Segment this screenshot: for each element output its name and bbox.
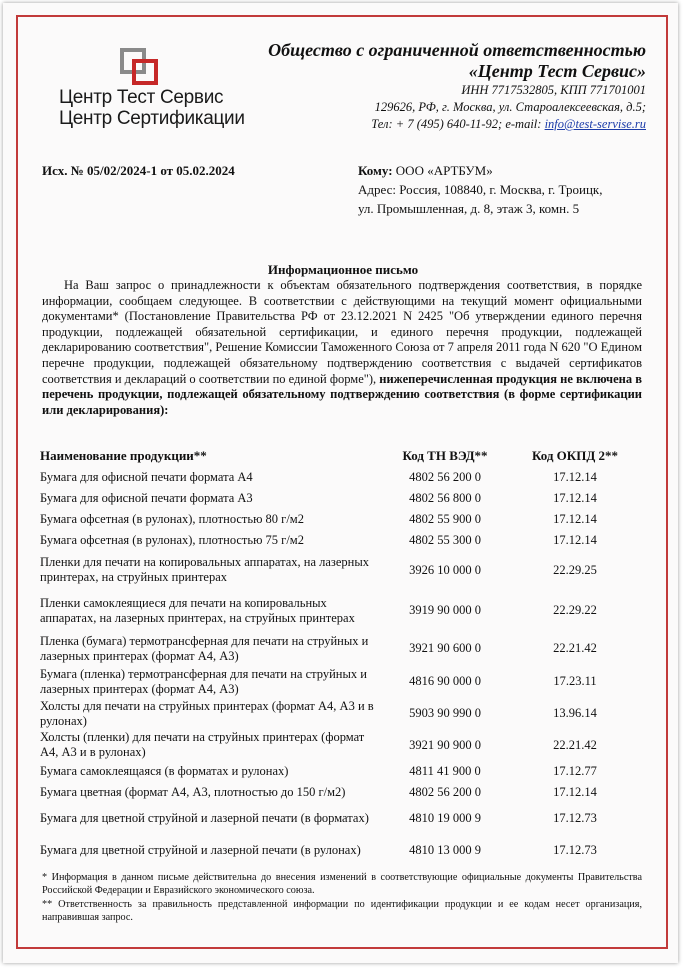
organization-header: [268, 40, 646, 133]
recipient-label: Кому:: [358, 163, 393, 178]
logo-text-line1: Центр Тест Сервис: [59, 87, 224, 108]
tn-ved-cell: 4810 19 000 9: [409, 810, 481, 825]
org-inn-kpp: ИНН 7717532805, КПП 771701001: [461, 83, 646, 97]
table-header-row: [40, 448, 640, 467]
logo-text-line2: Центр Сертификации: [59, 108, 245, 129]
table-row: [40, 833, 640, 868]
recipient-block: [358, 161, 602, 218]
org-name-line2: «Центр Тест Сервис»: [468, 61, 646, 81]
okpd-cell: 17.12.73: [553, 843, 597, 857]
header-product-name: Наименование продукции**: [40, 448, 207, 463]
product-name-cell: Бумага самоклеящаяся (в форматах и рулонах): [40, 764, 289, 778]
okpd-cell: 17.12.14: [553, 512, 597, 526]
okpd-cell: 17.12.14: [553, 785, 597, 799]
okpd-cell: 17.12.77: [553, 764, 597, 778]
email-link[interactable]: info@test-servise.ru: [544, 117, 646, 131]
tn-ved-cell: 4802 56 200 0: [409, 785, 481, 799]
logo-squares-icon: [120, 47, 160, 87]
table-row: [40, 467, 640, 488]
product-name-cell: Холсты для печати на струйных принтерах (формат А4, А3 и в рулонах): [40, 698, 374, 728]
tn-ved-cell: 3921 90 600 0: [409, 641, 481, 655]
product-name-cell: Бумага для цветной струйной и лазерной печати (в рулонах): [40, 843, 361, 857]
footnote-2: ** Ответственность за правильность представленной информации по идентификации продукции и ее кодам несет организация, направившая запрос.: [42, 898, 642, 924]
footnote-1: * Информация в данном письме действительна до внесения изменений в соответствующие официальные документы Правительства Российской Федерации и Евразийского экономического союза.: [42, 872, 642, 897]
recipient-name: ООО «АРТБУМ»: [395, 163, 493, 178]
product-name-cell: Бумага (пленка) термотрансферная для печати на струйных и лазерных принтерах (формат А4, А3): [40, 666, 367, 696]
letter-title: Информационное письмо: [267, 262, 419, 277]
products-table: [40, 448, 640, 868]
table-row: [40, 589, 640, 632]
tn-ved-cell: 4802 55 900 0: [409, 512, 481, 526]
okpd-cell: 22.29.22: [553, 603, 597, 617]
org-contacts-prefix: Тел: + 7 (495) 640-11-92; e-mail:: [371, 117, 545, 131]
okpd-cell: 22.21.42: [553, 641, 597, 655]
product-name-cell: Бумага для офисной печати формата А4: [40, 470, 253, 484]
product-name-cell: Бумага офсетная (в рулонах), плотностью 75 г/м2: [40, 533, 304, 547]
recipient-address-line1: Адрес: Россия, 108840, г. Москва, г. Троицк,: [358, 182, 603, 197]
company-logo: [50, 45, 250, 127]
product-name-cell: Пленка (бумага) термотрансферная для печати на струйных и лазерных принтерах (формат А4, А3): [40, 633, 369, 663]
product-name-cell: Бумага для цветной струйной и лазерной печати (в форматах): [40, 810, 369, 825]
product-name-cell: Холсты (пленки) для печати на струйных принтерах (формат А4, А3 и в рулонах): [40, 730, 365, 759]
okpd-cell: 22.21.42: [553, 737, 597, 752]
tn-ved-cell: 4811 41 900 0: [409, 764, 481, 778]
product-name-cell: Пленки самоклеящиеся для печати на копировальных аппаратах, на лазерных принтерах, на струйных принтерах: [40, 595, 355, 625]
product-name-cell: Пленки для печати на копировальных аппаратах, на лазерных принтерах, на струйных принтерах: [40, 555, 369, 584]
tn-ved-cell: 4802 56 200 0: [409, 470, 481, 484]
table-row: [40, 632, 640, 665]
product-name-cell: Бумага для офисной печати формата А3: [40, 491, 253, 505]
letter-body: [42, 278, 642, 418]
letter-body-bold: нижеперечисленная продукция не включена в перечень продукции, подлежащей обязательному подтверждению соответствия (в форме сертификации или декларирования):: [42, 371, 642, 417]
product-name-cell: Бумага офсетная (в рулонах), плотностью 80 г/м2: [40, 512, 304, 526]
tn-ved-cell: 3921 90 900 0: [409, 737, 481, 752]
okpd-cell: 17.12.14: [553, 491, 597, 505]
table-row: [40, 761, 640, 782]
tn-ved-cell: 3919 90 000 0: [409, 603, 481, 617]
product-name-cell: Бумага цветная (формат А4, А3, плотностью до 150 г/м2): [40, 785, 346, 799]
okpd-cell: 17.23.11: [553, 674, 597, 688]
table-row: [40, 803, 640, 833]
table-row: [40, 530, 640, 551]
tn-ved-cell: 4810 13 000 9: [409, 843, 481, 857]
recipient-address-line2: ул. Промышленная, д. 8, этаж 3, комн. 5: [358, 201, 580, 216]
okpd-cell: 13.96.14: [553, 706, 597, 720]
tn-ved-cell: 3926 10 000 0: [409, 562, 481, 577]
outgoing-reference: Исх. № 05/02/2024-1 от 05.02.2024: [42, 163, 235, 178]
org-contacts: [268, 116, 646, 133]
header-okpd: Код ОКПД 2**: [531, 448, 619, 463]
table-row: [40, 782, 640, 803]
okpd-cell: 22.29.25: [553, 562, 597, 577]
table-row: [40, 698, 640, 729]
org-address: 129626, РФ, г. Москва, ул. Староалексеевская, д.5;: [374, 100, 646, 114]
header-tn-ved: Код ТН ВЭД**: [402, 448, 488, 463]
org-name-line1: Общество с ограниченной ответственностью: [268, 40, 646, 60]
letter-body-regular: На Ваш запрос о принадлежности к объектам обязательного подтверждения соответствия, в порядке информации, сообщаем следующее. В соответствии с действующими на текущий момент официальными документами* (Постановление Правительства РФ от 23.12.2021 N 2425 "Об утверждении единого перечня продукции, подлежащей обязательной сертификации, и единого перечня продукции, подлежащей декларированию соответствия", Решение Комиссии Таможенного Союза от 7 апреля 2011 года N 620 "О Едином перечне продукции, подлежащей обязательному подтверждению соответствия с выдачей сертификатов соответствия и деклараций о соответствии по единой форме"),: [42, 278, 642, 386]
okpd-cell: 17.12.14: [553, 470, 597, 484]
tn-ved-cell: 4802 56 800 0: [409, 491, 481, 505]
tn-ved-cell: 4816 90 000 0: [409, 674, 481, 688]
okpd-cell: 17.12.14: [553, 533, 597, 547]
tn-ved-cell: 4802 55 300 0: [409, 533, 481, 547]
footnotes: [42, 871, 642, 925]
products-table-body: [40, 467, 640, 868]
table-row: [40, 729, 640, 761]
recipient-line: [358, 161, 602, 180]
tn-ved-cell: 5903 90 990 0: [409, 706, 481, 720]
table-row: [40, 551, 640, 589]
okpd-cell: 17.12.73: [553, 810, 597, 825]
table-row: [40, 488, 640, 509]
table-row: [40, 665, 640, 698]
table-row: [40, 509, 640, 530]
